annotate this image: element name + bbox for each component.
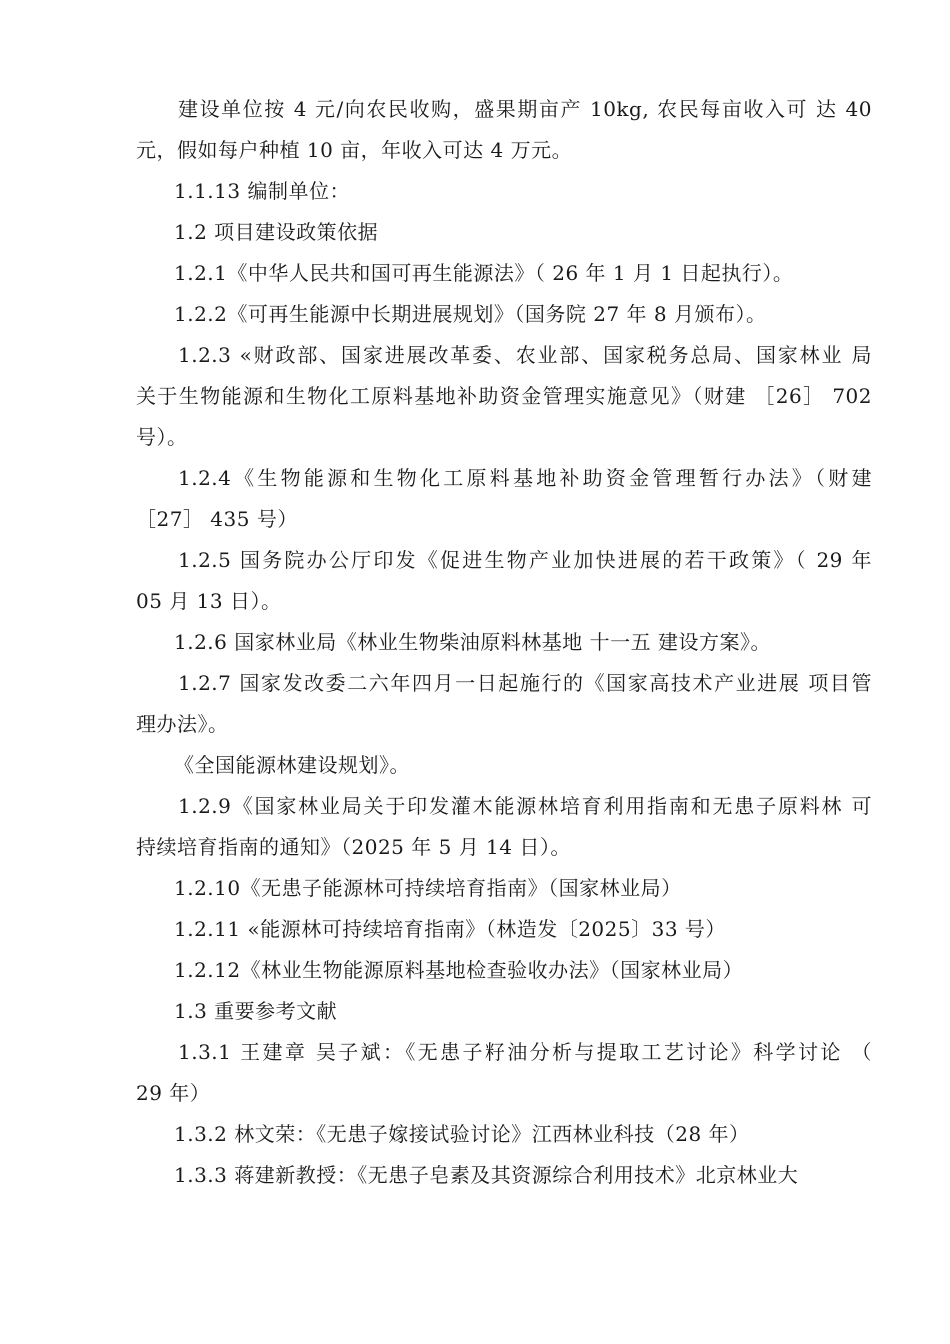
text-line-content: 1.2.7 国家发改委二六年四月一日起施行的《国家高技术产业进展 项目管 bbox=[178, 671, 872, 695]
text-line: 持续培育指南的通知》（2025 年 5 月 14 日）。 bbox=[136, 835, 571, 859]
text-line: 元，假如每户种植 10 亩，年收入可达 4 万元。 bbox=[136, 138, 573, 162]
text-line: 29 年） bbox=[136, 1081, 211, 1105]
text-line: 理办法》。 bbox=[136, 712, 229, 736]
text-line-content: 关于生物能源和生物化工原料基地补助资金管理实施意见》（财建 ［26］ 702 bbox=[136, 384, 872, 408]
list-item: 《全国能源林建设规划》。 bbox=[174, 753, 410, 777]
list-item: 1.2.2《可再生能源中长期进展规划》（国务院 27 年 8 月颁布）。 bbox=[174, 302, 767, 326]
list-item bbox=[178, 670, 872, 696]
text-line-content: 1.2.4《生物能源和生物化工原料基地补助资金管理暂行办法》（财建 bbox=[178, 466, 872, 490]
list-item: 1.2.1《中华人民共和国可再生能源法》（ 26 年 1 月 1 日起执行）。 bbox=[174, 261, 794, 285]
text-line-content: 1.2.3 «财政部、国家进展改革委、农业部、国家税务总局、国家林业 局 bbox=[178, 343, 872, 367]
list-item bbox=[178, 793, 872, 819]
list-item: 1.2.12《林业生物能源原料基地检查验收办法》（国家林业局） bbox=[174, 958, 744, 982]
section-heading: 1.2 项目建设政策依据 bbox=[174, 220, 379, 244]
list-item: 1.2.10《无患子能源林可持续培育指南》（国家林业局） bbox=[174, 876, 682, 900]
list-item bbox=[178, 465, 872, 491]
text-line: 05 月 13 日）。 bbox=[136, 589, 282, 613]
text-line-content: 1.3.1 王建章 吴子斌：《无患子籽油分析与提取工艺讨论》科学讨论 （ bbox=[178, 1040, 872, 1064]
list-item: 1.3.2 林文荣：《无患子嫁接试验讨论》江西林业科技（28 年） bbox=[174, 1122, 750, 1146]
text-line-content: 1.2.5 国务院办公厅印发《促进生物产业加快进展的若干政策》（ 29 年 bbox=[178, 548, 872, 572]
list-item: 1.3.3 蒋建新教授：《无患子皂素及其资源综合利用技术》北京林业大 bbox=[174, 1163, 799, 1187]
list-item: 1.2.6 国家林业局《林业生物柴油原料林基地 十一五 建设方案》。 bbox=[174, 630, 771, 654]
list-item bbox=[178, 1039, 872, 1065]
text-line-content: 1.2.9《国家林业局关于印发灌木能源林培育利用指南和无患子原料林 可 bbox=[178, 794, 872, 818]
text-line bbox=[136, 383, 872, 409]
list-item: 1.2.11 «能源林可持续培育指南》（林造发〔2025〕33 号） bbox=[174, 917, 726, 941]
text-line-content: 建设单位按 4 元/向农民收购，盛果期亩产 10kg, 农民每亩收入可 达 40 bbox=[178, 97, 872, 121]
text-line: 号）。 bbox=[136, 425, 188, 449]
section-heading: 1.1.13 编制单位： bbox=[174, 179, 350, 203]
section-heading: 1.3 重要参考文献 bbox=[174, 999, 338, 1023]
text-line: ［27］ 435 号） bbox=[136, 507, 298, 531]
text-line bbox=[178, 96, 872, 122]
list-item bbox=[178, 547, 872, 573]
list-item bbox=[178, 342, 872, 368]
